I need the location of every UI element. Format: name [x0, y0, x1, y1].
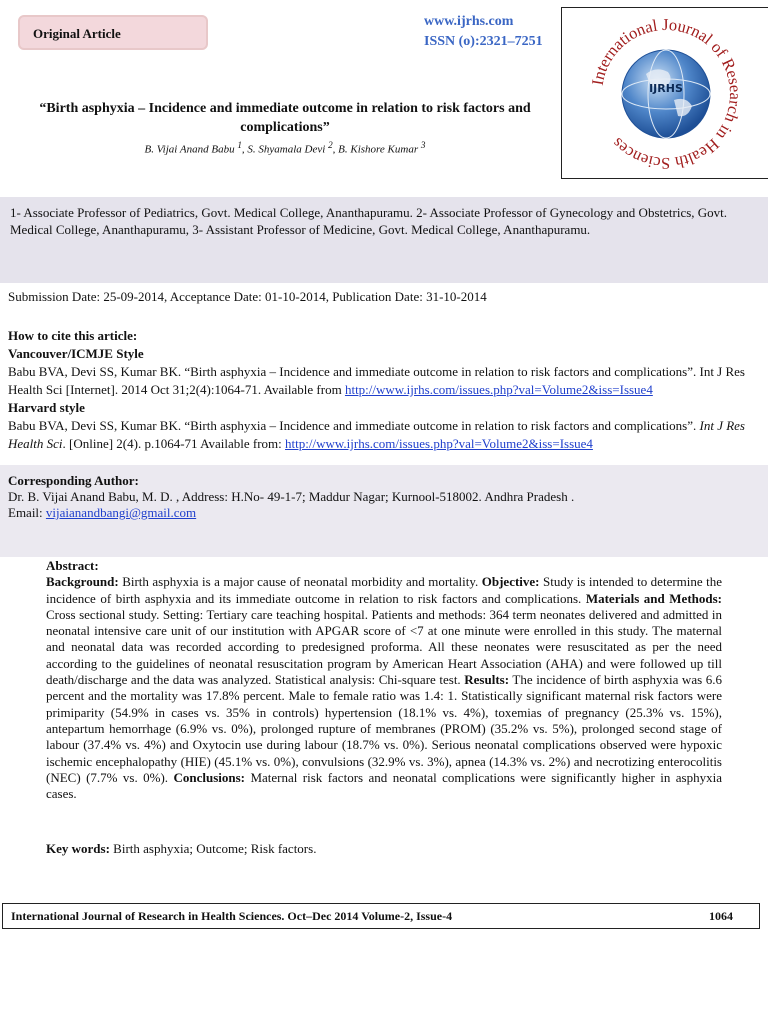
article-title: “Birth asphyxia – Incidence and immediate outcome in relation to risk factors and complications”	[39, 101, 531, 135]
citation-block	[8, 327, 764, 453]
journal-issn: ISSN (o):2321–7251	[424, 34, 543, 49]
logo-center-text: IJRHS	[649, 82, 683, 95]
affiliations: 1- Associate Professor of Pediatrics, Govt. Medical College, Ananthapuramu. 2- Associate Professor of Gynecology and Obstetrics, Govt. Medical College, Ananthapuramu, 3- Assistant Professor of Medicine, Govt. Medical College, Ananthapuramu.	[10, 205, 728, 237]
journal-meta	[424, 12, 543, 52]
journal-logo	[561, 7, 768, 179]
harvard-journal-name: Int J Res Health Sci	[8, 418, 745, 451]
author-name: B. Kishore Kumar	[338, 143, 419, 156]
footer-page-number: 1064	[709, 909, 733, 923]
vancouver-label: Vancouver/ICMJE Style	[8, 346, 144, 361]
abstract-heading: Abstract:	[46, 558, 99, 573]
article-dates: Submission Date: 25-09-2014, Acceptance Date: 01-10-2014, Publication Date: 31-10-2014	[8, 289, 487, 304]
harvard-citation: Babu BVA, Devi SS, Kumar BK. “Birth asphyxia – Incidence and immediate outcome in relation to risk factors and complications”. Int J Res Health Sci. [Online] 2(4). p.1064-71 Available from: http://www.ijrhs.com/issues.php?val=Volume2&iss=Issue4	[8, 418, 745, 451]
author-affiliation-marker: 3	[420, 140, 426, 150]
corresponding-address: Dr. B. Vijai Anand Babu, M. D. , Address: H.No- 49-1-7; Maddur Nagar; Kurnool-518002. Andhra Pradesh .	[8, 489, 575, 504]
keywords-text: Birth asphyxia; Outcome; Risk factors.	[109, 841, 317, 856]
author-affiliation-marker: 2	[328, 140, 333, 150]
abstract	[46, 558, 722, 802]
logo-ring-text: International Journal of Research in Health Sciences	[587, 14, 746, 174]
keywords-label: Key words:	[46, 841, 110, 856]
author-list: B. Vijai Anand Babu $^1$, S. Shyamala Devi $^2$, B. Kishore Kumar $^3$	[144, 140, 426, 156]
vancouver-citation: Babu BVA, Devi SS, Kumar BK. “Birth asphyxia – Incidence and immediate outcome in relation to risk factors and complications”. Int J Res Health Sci [Internet]. 2014 Oct 31;2(4):1064-71. Available from http://www.ijrhs.com/issues.php?val=Volume2&iss=Issue4	[8, 364, 745, 397]
journal-website[interactable]: www.ijrhs.com	[424, 14, 514, 29]
article-type-badge: Original Article	[18, 15, 208, 50]
author-name: B. Vijai Anand Babu	[144, 143, 235, 156]
author-name: S. Shyamala Devi	[247, 143, 326, 156]
author-affiliation-marker: 1	[237, 140, 242, 150]
vancouver-link[interactable]: http://www.ijrhs.com/issues.php?val=Volume2&iss=Issue4	[344, 382, 653, 397]
corresponding-email-link[interactable]: vijaianandbangi@gmail.com	[45, 505, 197, 520]
harvard-label: Harvard style	[8, 400, 85, 415]
citation-heading: How to cite this article:	[8, 328, 138, 343]
abstract-body: Background: Birth asphyxia is a major cause of neonatal morbidity and mortality. Objective: Study is intended to determine the incidence of birth asphyxia and its immediate outcome in relation to risk factors and complications. Materials and Methods: Cross sectional study. Setting: Tertiary care teaching hospital. Patients and methods: 364 term neonates delivered and admitted in neonatal intensive care unit of our institution with APGAR score of <7 at one minute were enrolled in this study. The maternal and neonatal data was recorded according to predesigned proforma. All these neonates were resuscitated as per the need according to the guidelines of neonatal resuscitation program by American Heart Association (AHA) and were followed up till death/discharge and the data was analyzed. Statistical analysis: Chi-square test. Results: The incidence of birth asphyxia was 6.6 percent and the mortality was 17.8% percent. Male to female ratio was 1.4: 1. Statistically significant maternal risk factors were primiparity (54.9% in cases vs. 35% in controls) hypertension (18.1% vs. 4%), toxemias of pregnancy (25.3% vs. 15%), antepartum hemorrhage (6.9% vs. 0%), prolonged rupture of membranes (PROM) (35.2% vs. 5%), prolonged second stage of labour (37.4% vs. 4%) and Oxytocin use during labour (18.7% vs. 0%). Serious neonatal complications observed were hypoxic ischemic encephalopathy (HIE) (45.1% vs. 0%), convulsions (32.9% vs. 3%), apnea (14.3% vs. 2%) and necrotizing enterocolitis (NEC) (7.7% vs. 0%). Conclusions: Maternal risk factors and neonatal complications were significantly higher in asphyxia cases.	[46, 574, 722, 802]
corresponding-email-line: Email: vijaianandbangi@gmail.com	[8, 505, 197, 520]
page-footer	[2, 903, 760, 929]
corresponding-author	[8, 473, 764, 521]
footer-journal: International Journal of Research in Health Sciences. Oct–Dec 2014 Volume-2, Issue-4	[11, 909, 453, 923]
keywords	[46, 840, 316, 857]
journal-logo-graphic	[562, 8, 768, 178]
harvard-link[interactable]: http://www.ijrhs.com/issues.php?val=Volume2&iss=Issue4	[285, 436, 593, 451]
corresponding-heading: Corresponding Author:	[8, 473, 139, 488]
